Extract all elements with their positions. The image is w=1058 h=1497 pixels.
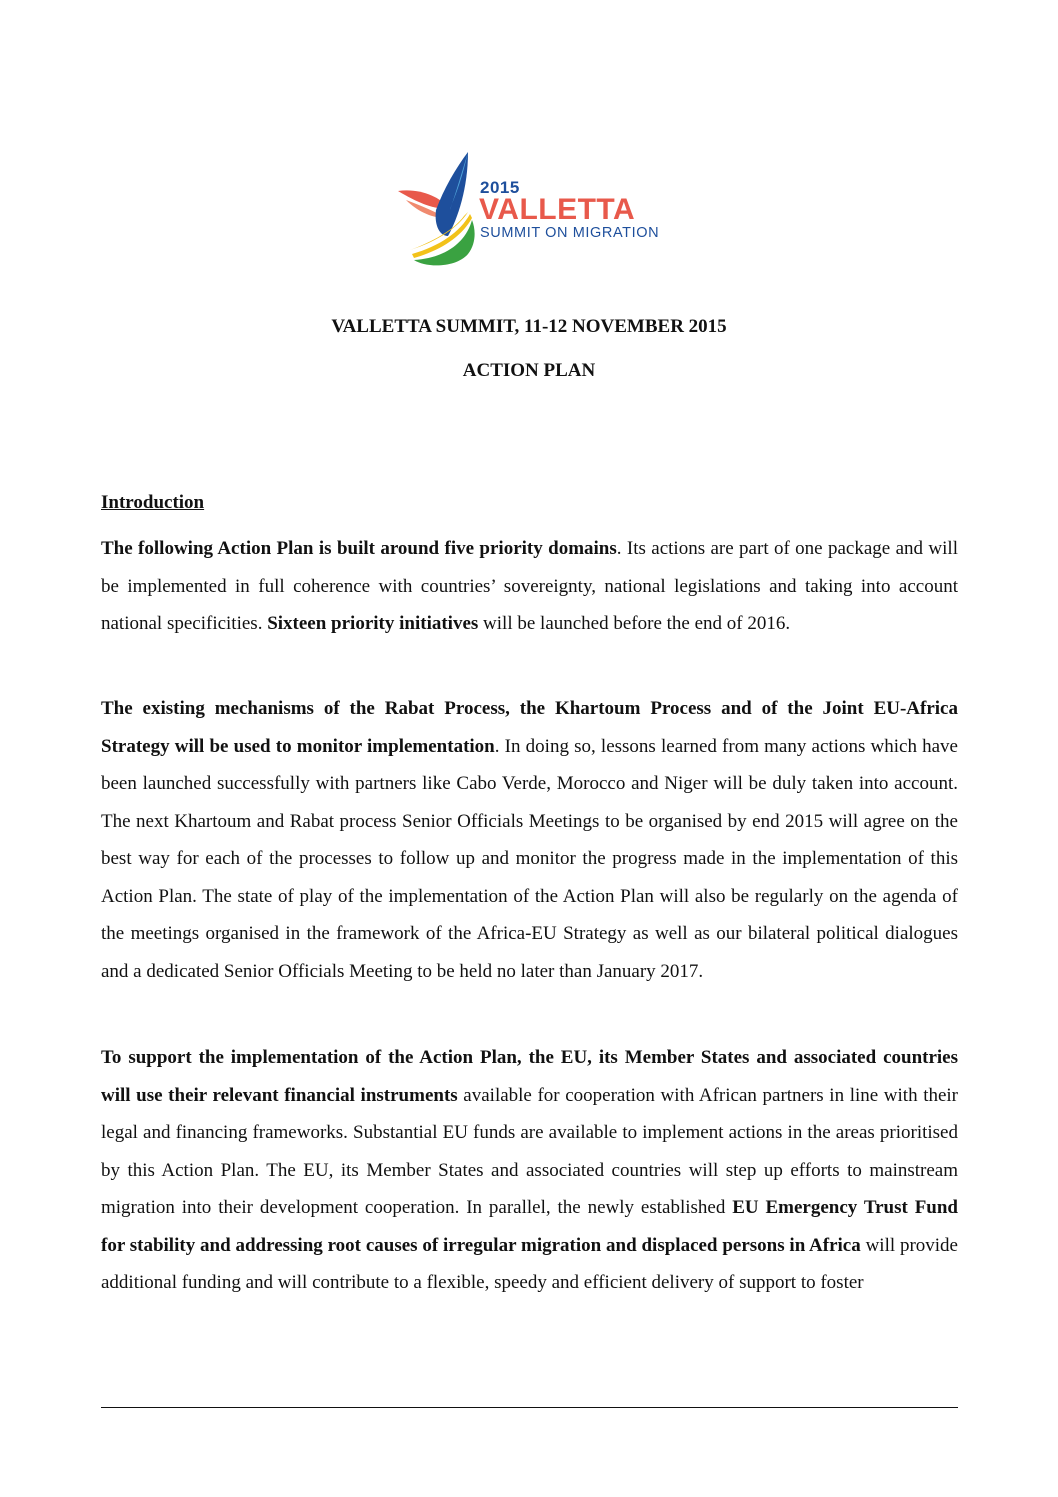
- footer-divider: [101, 1407, 958, 1408]
- logo-city: VALLETTA: [479, 193, 636, 226]
- section-heading-introduction: Introduction: [101, 492, 205, 513]
- paragraph-financial-support: [101, 1039, 958, 1302]
- bold-text: To support the implementation of the Action Plan, the EU, its Member States and associated countries will use their relevant financial instruments: [101, 1047, 958, 1106]
- body-text: will be launched before the end of 2016.: [478, 613, 791, 634]
- body-text: . In doing so, lessons learned from many actions which have been launched successfully with partners like Cabo Verde, Morocco and Niger will be duly taken into account. The next Khartoum and Rabat process Senior Officials Meetings to be organised by end 2015 will agree on the best way for each of the processes to follow up and monitor the progress made in the implementation of this Action Plan. The state of play of the implementation of the Action Plan will also be regularly on the agenda of the meetings organised in the framework of the Africa-EU Strategy as well as our bilateral political dialogues and a dedicated Senior Officials Meeting to be held no later than January 2017.: [101, 735, 958, 982]
- body-text: . Its actions are part of one package and will be implemented in full coherence with countries’ sovereignty, national legislations and taking into account national specificities.: [101, 538, 958, 634]
- bold-text: EU Emergency Trust Fund for stability and addressing root causes of irregular migration and displaced persons in Africa: [101, 1197, 958, 1256]
- document-subtitle: ACTION PLAN: [462, 360, 596, 381]
- bold-text: Sixteen priority initiatives: [267, 613, 479, 634]
- bold-text: The following Action Plan is built around five priority domains: [101, 538, 617, 559]
- body-text: will provide additional funding and will contribute to a flexible, speedy and efficient delivery of support to foster: [101, 1234, 958, 1293]
- bold-text: The existing mechanisms of the Rabat Process, the Khartoum Process and of the Joint EU-Africa Strategy will be used to monitor implementation: [101, 698, 958, 757]
- paragraph-priority-domains: [101, 530, 958, 643]
- document-title: VALLETTA SUMMIT, 11-12 NOVEMBER 2015: [331, 316, 727, 337]
- body-text: available for cooperation with African partners in line with their legal and financing frameworks. Substantial EU funds are available to implement actions in the areas prioritised by this Action Plan. The EU, its Member States and associated countries will step up efforts to mainstream migration into their development cooperation. In parallel, the newly established: [101, 1084, 959, 1218]
- paragraph-monitoring: [101, 690, 958, 990]
- logo-year: 2015: [480, 178, 520, 197]
- logo-subtitle: SUMMIT ON MIGRATION: [480, 225, 660, 241]
- valletta-summit-logo: [396, 148, 676, 276]
